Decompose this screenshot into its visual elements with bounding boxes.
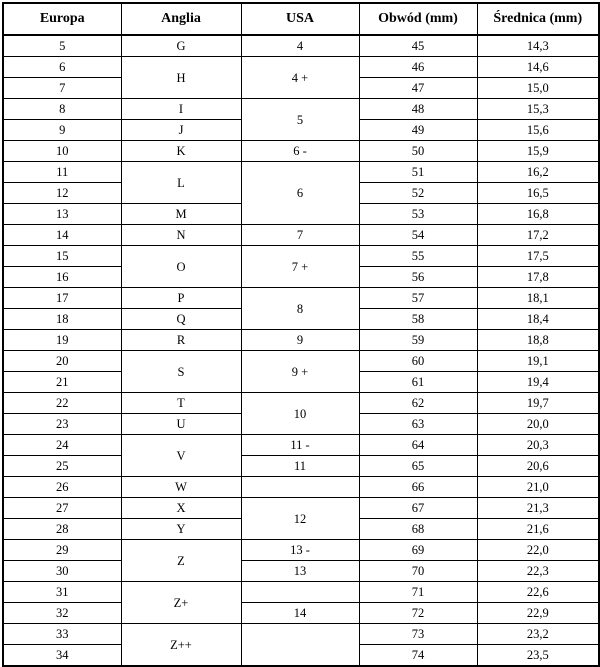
cell-europa: 21 <box>3 372 121 393</box>
cell-anglia: K <box>121 141 241 162</box>
cell-usa: 10 <box>241 393 359 435</box>
cell-europa: 10 <box>3 141 121 162</box>
table-row <box>3 162 599 183</box>
table-row <box>3 540 599 561</box>
cell-obwod: 46 <box>359 57 477 78</box>
table-row <box>3 99 599 120</box>
cell-europa: 24 <box>3 435 121 456</box>
cell-obwod: 52 <box>359 183 477 204</box>
cell-srednica: 17,5 <box>477 246 599 267</box>
table-row <box>3 393 599 414</box>
cell-usa <box>241 624 359 667</box>
table-row <box>3 498 599 519</box>
cell-usa <box>241 582 359 603</box>
cell-europa: 26 <box>3 477 121 498</box>
cell-anglia: T <box>121 393 241 414</box>
cell-srednica: 22,0 <box>477 540 599 561</box>
cell-anglia: H <box>121 57 241 99</box>
cell-anglia: S <box>121 351 241 393</box>
cell-srednica: 22,6 <box>477 582 599 603</box>
cell-europa: 30 <box>3 561 121 582</box>
cell-anglia: Z++ <box>121 624 241 667</box>
cell-obwod: 72 <box>359 603 477 624</box>
cell-europa: 19 <box>3 330 121 351</box>
table-row <box>3 477 599 498</box>
cell-usa: 4 <box>241 35 359 57</box>
cell-obwod: 51 <box>359 162 477 183</box>
cell-srednica: 17,2 <box>477 225 599 246</box>
table-row <box>3 582 599 603</box>
cell-srednica: 18,1 <box>477 288 599 309</box>
cell-srednica: 21,0 <box>477 477 599 498</box>
cell-obwod: 55 <box>359 246 477 267</box>
table-row <box>3 246 599 267</box>
cell-srednica: 22,9 <box>477 603 599 624</box>
cell-europa: 34 <box>3 645 121 667</box>
cell-obwod: 56 <box>359 267 477 288</box>
cell-europa: 14 <box>3 225 121 246</box>
cell-obwod: 62 <box>359 393 477 414</box>
cell-srednica: 16,5 <box>477 183 599 204</box>
cell-europa: 5 <box>3 35 121 57</box>
cell-obwod: 53 <box>359 204 477 225</box>
cell-srednica: 15,0 <box>477 78 599 99</box>
cell-anglia: W <box>121 477 241 498</box>
cell-europa: 6 <box>3 57 121 78</box>
cell-srednica: 19,1 <box>477 351 599 372</box>
cell-srednica: 16,8 <box>477 204 599 225</box>
cell-europa: 16 <box>3 267 121 288</box>
cell-obwod: 59 <box>359 330 477 351</box>
cell-europa: 9 <box>3 120 121 141</box>
cell-obwod: 61 <box>359 372 477 393</box>
cell-obwod: 58 <box>359 309 477 330</box>
cell-srednica: 21,6 <box>477 519 599 540</box>
cell-anglia: L <box>121 162 241 204</box>
table-row <box>3 330 599 351</box>
cell-usa: 9 + <box>241 351 359 393</box>
cell-anglia: X <box>121 498 241 519</box>
cell-europa: 18 <box>3 309 121 330</box>
cell-usa: 5 <box>241 99 359 141</box>
cell-europa: 32 <box>3 603 121 624</box>
cell-anglia: J <box>121 120 241 141</box>
cell-obwod: 71 <box>359 582 477 603</box>
cell-europa: 20 <box>3 351 121 372</box>
cell-anglia: U <box>121 414 241 435</box>
table-row <box>3 57 599 78</box>
cell-anglia: G <box>121 35 241 57</box>
cell-anglia: Q <box>121 309 241 330</box>
header-europa: Europa <box>3 3 121 35</box>
cell-srednica: 20,6 <box>477 456 599 477</box>
cell-obwod: 73 <box>359 624 477 645</box>
cell-europa: 17 <box>3 288 121 309</box>
cell-srednica: 22,3 <box>477 561 599 582</box>
cell-obwod: 63 <box>359 414 477 435</box>
cell-srednica: 20,0 <box>477 414 599 435</box>
cell-obwod: 68 <box>359 519 477 540</box>
cell-srednica: 15,6 <box>477 120 599 141</box>
cell-anglia: Z+ <box>121 582 241 624</box>
cell-obwod: 48 <box>359 99 477 120</box>
cell-obwod: 47 <box>359 78 477 99</box>
cell-europa: 22 <box>3 393 121 414</box>
cell-usa: 8 <box>241 288 359 330</box>
table-row <box>3 141 599 162</box>
cell-srednica: 19,7 <box>477 393 599 414</box>
cell-anglia: M <box>121 204 241 225</box>
cell-srednica: 14,3 <box>477 35 599 57</box>
cell-usa: 7 + <box>241 246 359 288</box>
table-row <box>3 456 599 477</box>
cell-obwod: 45 <box>359 35 477 57</box>
cell-europa: 25 <box>3 456 121 477</box>
cell-srednica: 20,3 <box>477 435 599 456</box>
cell-srednica: 18,8 <box>477 330 599 351</box>
cell-srednica: 19,4 <box>477 372 599 393</box>
cell-obwod: 65 <box>359 456 477 477</box>
table-row <box>3 561 599 582</box>
cell-anglia: Z <box>121 540 241 582</box>
table-row <box>3 603 599 624</box>
cell-europa: 28 <box>3 519 121 540</box>
cell-anglia: I <box>121 99 241 120</box>
cell-obwod: 49 <box>359 120 477 141</box>
cell-anglia: Y <box>121 519 241 540</box>
table-row <box>3 351 599 372</box>
cell-europa: 29 <box>3 540 121 561</box>
cell-europa: 33 <box>3 624 121 645</box>
cell-usa: 4 + <box>241 57 359 99</box>
cell-obwod: 69 <box>359 540 477 561</box>
cell-europa: 23 <box>3 414 121 435</box>
cell-anglia: P <box>121 288 241 309</box>
cell-obwod: 60 <box>359 351 477 372</box>
cell-usa: 13 - <box>241 540 359 561</box>
cell-usa: 7 <box>241 225 359 246</box>
cell-usa: 14 <box>241 603 359 624</box>
header-srednica: Średnica (mm) <box>477 3 599 35</box>
cell-srednica: 23,5 <box>477 645 599 667</box>
cell-europa: 31 <box>3 582 121 603</box>
cell-srednica: 15,9 <box>477 141 599 162</box>
cell-obwod: 74 <box>359 645 477 667</box>
cell-srednica: 18,4 <box>477 309 599 330</box>
cell-srednica: 17,8 <box>477 267 599 288</box>
ring-size-table-wrapper <box>2 2 600 667</box>
cell-anglia: N <box>121 225 241 246</box>
table-row <box>3 225 599 246</box>
cell-usa <box>241 477 359 498</box>
header-row <box>3 3 599 35</box>
header-usa: USA <box>241 3 359 35</box>
cell-usa: 6 <box>241 162 359 225</box>
cell-europa: 8 <box>3 99 121 120</box>
cell-obwod: 70 <box>359 561 477 582</box>
cell-obwod: 64 <box>359 435 477 456</box>
cell-usa: 9 <box>241 330 359 351</box>
cell-europa: 12 <box>3 183 121 204</box>
cell-europa: 13 <box>3 204 121 225</box>
cell-obwod: 57 <box>359 288 477 309</box>
cell-srednica: 21,3 <box>477 498 599 519</box>
table-row <box>3 435 599 456</box>
cell-srednica: 23,2 <box>477 624 599 645</box>
cell-usa: 11 - <box>241 435 359 456</box>
cell-obwod: 54 <box>359 225 477 246</box>
cell-usa: 11 <box>241 456 359 477</box>
table-row <box>3 624 599 645</box>
cell-anglia: O <box>121 246 241 288</box>
cell-obwod: 67 <box>359 498 477 519</box>
cell-europa: 11 <box>3 162 121 183</box>
cell-usa: 13 <box>241 561 359 582</box>
cell-anglia: V <box>121 435 241 477</box>
cell-europa: 7 <box>3 78 121 99</box>
header-obwod: Obwód (mm) <box>359 3 477 35</box>
cell-obwod: 66 <box>359 477 477 498</box>
cell-usa: 6 - <box>241 141 359 162</box>
cell-srednica: 15,3 <box>477 99 599 120</box>
cell-srednica: 14,6 <box>477 57 599 78</box>
cell-srednica: 16,2 <box>477 162 599 183</box>
cell-europa: 27 <box>3 498 121 519</box>
cell-anglia: R <box>121 330 241 351</box>
cell-obwod: 50 <box>359 141 477 162</box>
table-row <box>3 35 599 57</box>
ring-size-table <box>2 2 600 667</box>
table-row <box>3 288 599 309</box>
header-anglia: Anglia <box>121 3 241 35</box>
cell-europa: 15 <box>3 246 121 267</box>
cell-usa: 12 <box>241 498 359 540</box>
